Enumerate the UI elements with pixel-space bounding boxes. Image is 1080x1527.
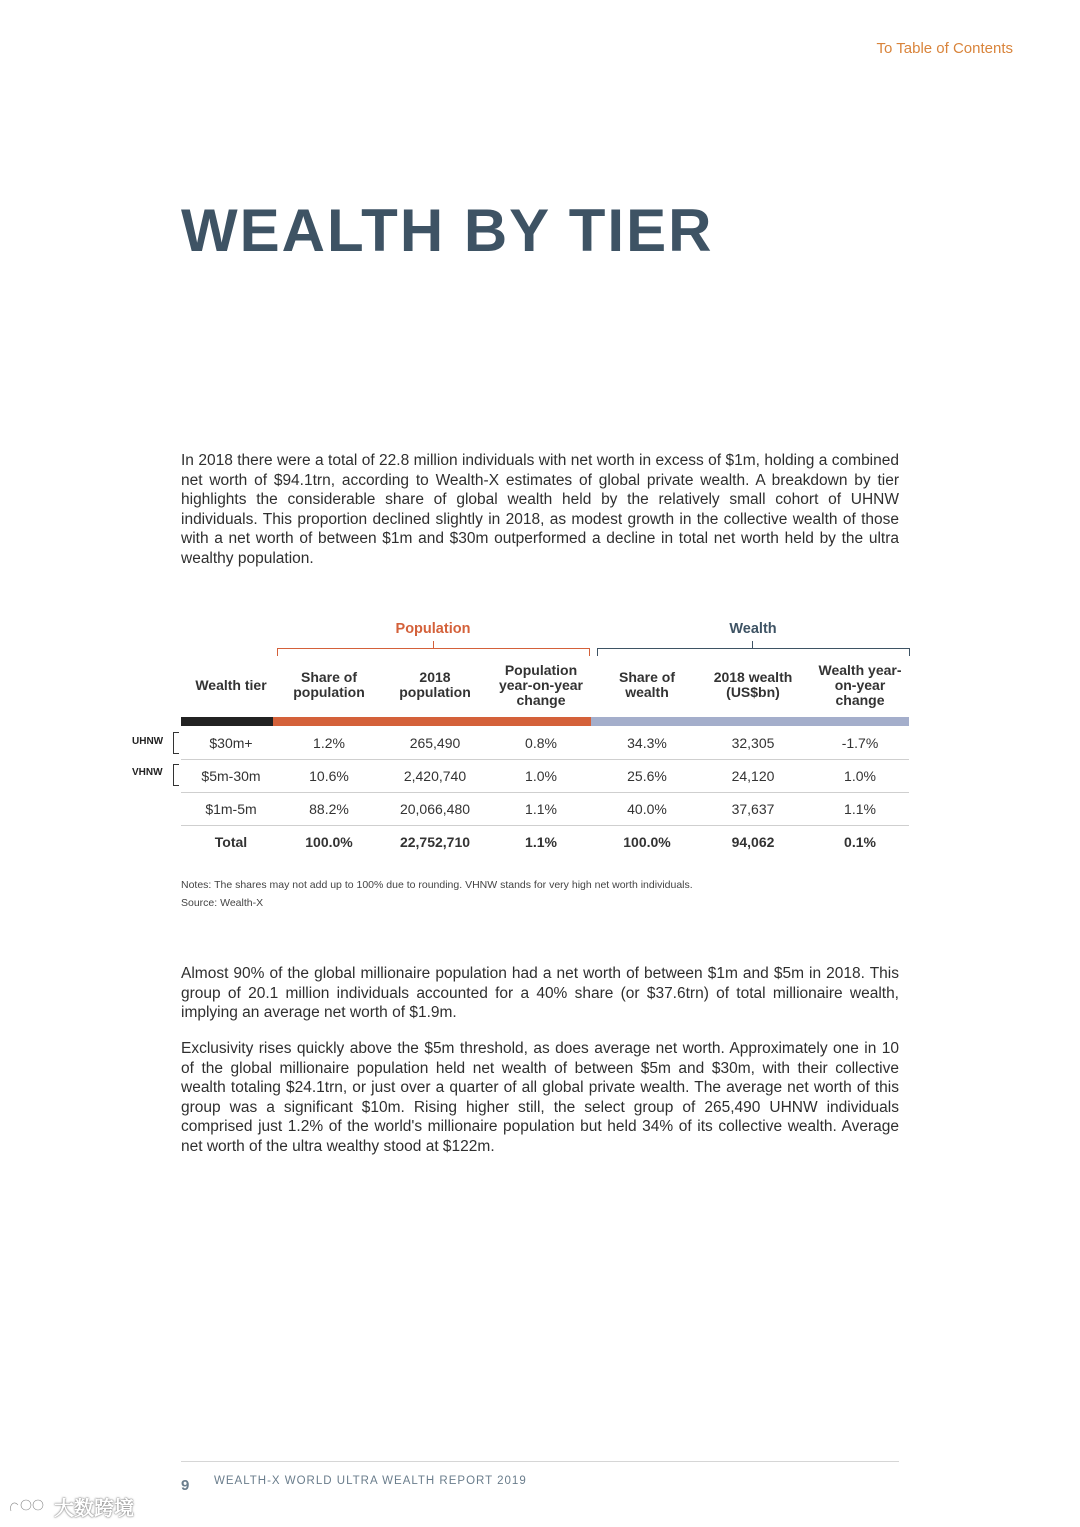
cell-pop-yoy: 1.1%	[525, 833, 557, 850]
col-header-pop-2018: 2018 population	[399, 669, 471, 700]
vhnw-tag: VHNW	[132, 767, 163, 778]
cell-share-pop: 100.0%	[305, 833, 353, 850]
wealth-bracket-tick	[752, 641, 753, 648]
cell-wealth-yoy: 0.1%	[844, 833, 876, 850]
cell-tier: $30m+	[209, 734, 253, 751]
population-color-bar	[273, 717, 591, 726]
footer-divider	[181, 1461, 899, 1462]
cell-wealth-2018: 94,062	[731, 833, 775, 850]
page-title: WEALTH BY TIER	[181, 197, 714, 264]
page-number: 9	[181, 1477, 190, 1494]
cell-wealth-yoy: 1.1%	[844, 800, 876, 817]
logo-icon	[8, 1497, 50, 1517]
table-source: Source: Wealth-X	[181, 897, 264, 909]
population-group-label: Population	[395, 621, 471, 637]
col-header-tier: Wealth tier	[195, 676, 267, 693]
watermark	[8, 1492, 134, 1521]
table-row-total	[181, 825, 909, 858]
cell-pop-2018: 265,490	[409, 734, 461, 751]
uhnw-bracket	[173, 732, 179, 754]
col-header-pop-yoy: Population year-on-year change	[498, 661, 584, 708]
watermark-text: 大数跨境	[54, 1498, 134, 1520]
body-paragraph: Exclusivity rises quickly above the $5m threshold, as does average net worth. Approximately one in 10 of the global millionaire population held net wealth of between $5m and $30m, with their collective wealth totaling $24.1trn, or just over a quarter of all global private wealth. The average net worth of this group was a significant $10m. Rising higher still, the select group of 265,490 UHNW individuals comprised just 1.2% of the world's millionaire population but held 34% of its collective wealth. Average net worth of the ultra wealthy stood at $122m.	[181, 1040, 899, 1155]
tier-color-bar	[181, 717, 273, 726]
cell-share-pop: 1.2%	[313, 734, 345, 751]
toc-link[interactable]: To Table of Contents	[876, 40, 1013, 57]
cell-pop-yoy: 1.0%	[525, 767, 557, 784]
wealth-group-label: Wealth	[729, 621, 777, 637]
cell-pop-2018: 2,420,740	[403, 767, 467, 784]
table-notes: Notes: The shares may not add up to 100% due to rounding. VHNW stands for very high net worth individuals.	[181, 879, 693, 891]
cell-pop-2018: 22,752,710	[399, 833, 471, 850]
cell-wealth-yoy: 1.0%	[844, 767, 876, 784]
table-row	[181, 726, 909, 760]
table-row	[181, 792, 909, 826]
table-row	[181, 759, 909, 793]
wealth-color-bar	[591, 717, 909, 726]
cell-tier: $1m-5m	[205, 800, 257, 817]
cell-share-wealth: 40.0%	[627, 800, 667, 817]
cell-pop-yoy: 0.8%	[525, 734, 557, 751]
cell-share-wealth: 25.6%	[627, 767, 667, 784]
cell-tier: $5m-30m	[201, 767, 261, 784]
col-header-share-pop: Share of population	[293, 669, 365, 700]
cell-share-pop: 88.2%	[309, 800, 349, 817]
body-paragraph: Almost 90% of the global millionaire population had a net worth of between $1m and $5m in 2018. This group of 20.1 million individuals accounted for a 40% share (or $37.6trn) of total millionaire wealth, implying an average net worth of $1.9m.	[181, 965, 899, 1022]
cell-share-wealth: 100.0%	[623, 833, 671, 850]
col-header-wealth-2018: 2018 wealth (US$bn)	[713, 669, 793, 700]
cell-wealth-2018: 37,637	[731, 800, 775, 817]
cell-wealth-yoy: -1.7%	[841, 734, 879, 751]
population-bracket-tick	[433, 641, 434, 648]
cell-wealth-2018: 32,305	[731, 734, 775, 751]
vhnw-bracket	[173, 764, 179, 786]
col-header-wealth-yoy: Wealth year-on-year change	[818, 661, 902, 708]
intro-paragraph: In 2018 there were a total of 22.8 million individuals with net worth in excess of $1m, holding a combined net worth of $94.1trn, according to Wealth-X estimates of global private wealth. A breakdown by tier highlights the considerable share of global wealth held by the relatively small cohort of UHNW individuals. This proportion declined slightly in 2018, as modest growth in the collective wealth of those with a net worth of between $1m and $30m outperformed a decline in total net worth held by the ultra wealthy population.	[181, 452, 899, 567]
cell-wealth-2018: 24,120	[731, 767, 775, 784]
cell-tier: Total	[214, 833, 248, 850]
cell-share-wealth: 34.3%	[627, 734, 667, 751]
uhnw-tag: UHNW	[132, 736, 164, 747]
footer-report-title: WEALTH-X WORLD ULTRA WEALTH REPORT 2019	[214, 1475, 527, 1487]
cell-pop-yoy: 1.1%	[525, 800, 557, 817]
cell-share-pop: 10.6%	[309, 767, 349, 784]
cell-pop-2018: 20,066,480	[399, 800, 471, 817]
col-header-share-wealth: Share of wealth	[618, 669, 675, 700]
